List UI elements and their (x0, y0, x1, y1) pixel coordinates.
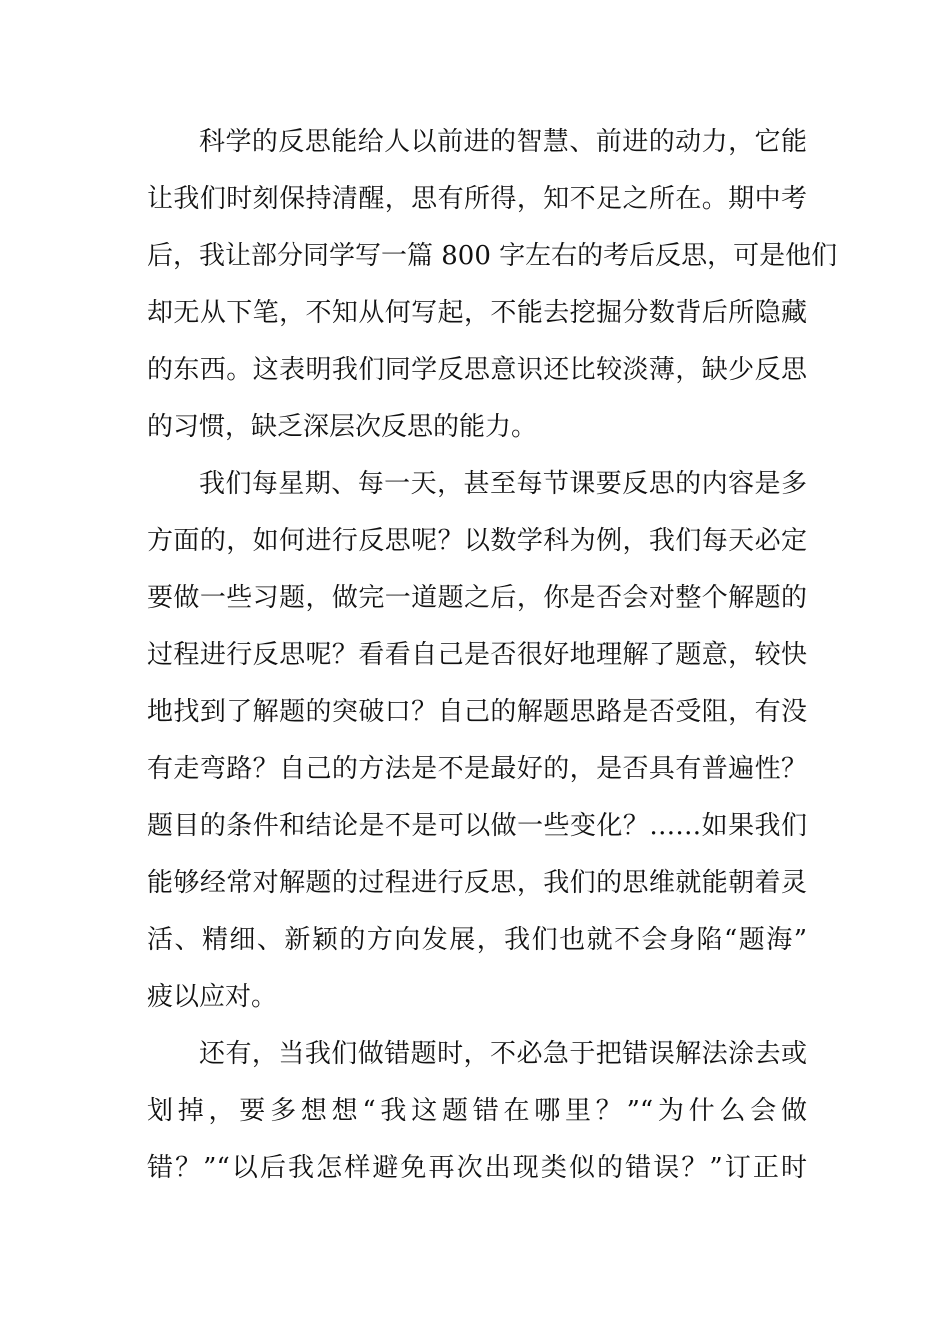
text-line: 后，我让部分同学写一篇 800 字左右的考后反思，可是他们 (147, 241, 838, 271)
text-line: 划掉，要多想想“我这题错在哪里？”“为什么会做 (147, 1096, 807, 1126)
text-line: 我们每星期、每一天，甚至每节课要反思的内容是多 (199, 469, 807, 499)
text-line: 疲以应对。 (147, 982, 278, 1012)
text-line: 能够经常对解题的过程进行反思，我们的思维就能朝着灵 (147, 868, 807, 898)
text-line: 过程进行反思呢？看看自己是否很好地理解了题意，较快 (147, 640, 807, 670)
text-line: 题目的条件和结论是不是可以做一些变化？……如果我们 (147, 811, 807, 841)
text-line: 地找到了解题的突破口？自己的解题思路是否受阻，有没 (147, 697, 807, 727)
text-line: 方面的，如何进行反思呢？以数学科为例，我们每天必定 (147, 526, 807, 556)
text-line: 要做一些习题，做完一道题之后，你是否会对整个解题的 (147, 583, 807, 613)
text-line: 让我们时刻保持清醒，思有所得，知不足之所在。期中考 (147, 184, 807, 214)
text-line: 有走弯路？自己的方法是不是最好的，是否具有普遍性？ (147, 754, 807, 784)
text-line: 错？”“以后我怎样避免再次出现类似的错误？”订正时 (147, 1153, 807, 1183)
text-line: 还有，当我们做错题时，不必急于把错误解法涂去或 (199, 1039, 807, 1069)
text-line: 活、精细、新颖的方向发展，我们也就不会身陷“题海” (147, 925, 807, 955)
text-line: 的东西。这表明我们同学反思意识还比较淡薄，缺少反思 (147, 355, 807, 385)
text-line: 却无从下笔，不知从何写起，不能去挖掘分数背后所隐藏 (147, 298, 807, 328)
text-line: 科学的反思能给人以前进的智慧、前进的动力，它能 (199, 127, 807, 157)
text-line: 的习惯，缺乏深层次反思的能力。 (147, 412, 538, 442)
